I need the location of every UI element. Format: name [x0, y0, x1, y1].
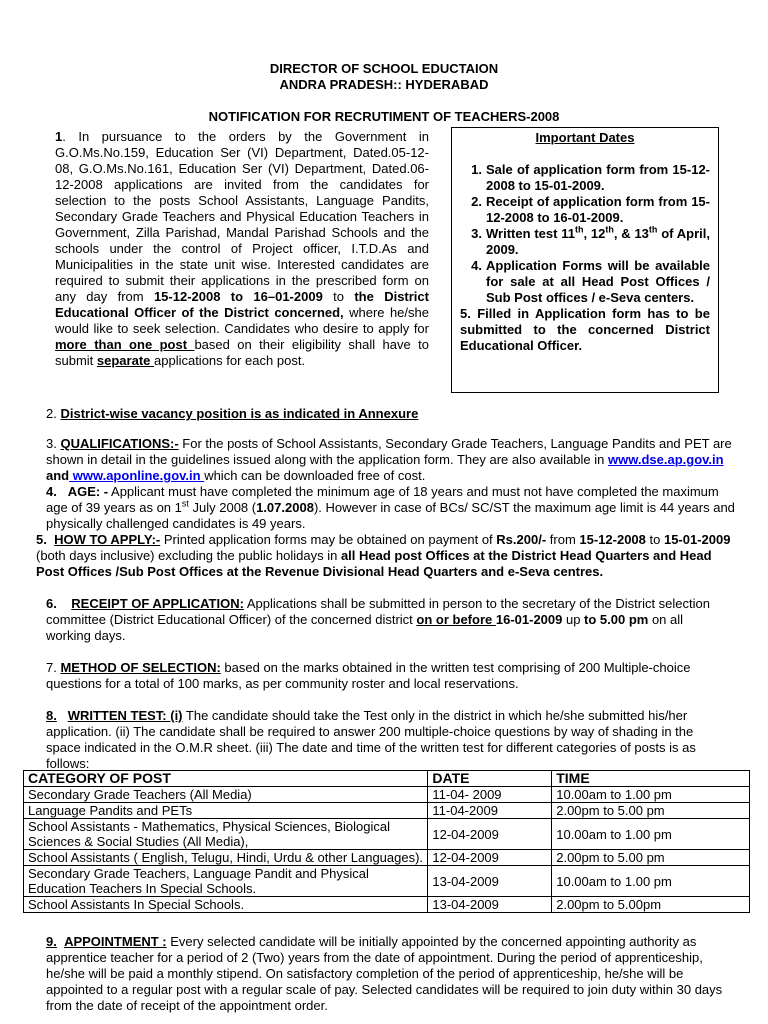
paragraph-5: 5. HOW TO APPLY:- Printed application forms may be obtained on payment of Rs.200/- from 15-12-2008 to 15-01-2009 (both days inclusive) excluding the public holidays in all Head post Offices at the District Head Quarters and Head Post Offices /Sub Post Offices at the Revenue Divisional Head Quarters and e-Seva centres.: [36, 532, 731, 579]
exam-schedule-table: [23, 770, 750, 913]
paragraph-8: 8. WRITTEN TEST: (i) The candidate should take the Test only in the district in which he/she submitted his/her application. (ii) The candidate shall be required to answer 200 multiple-choice questions by way of shading in the space indicated in the O.M.R sheet. (iii) The date and time of the written test for different categories of posts is as follows:: [46, 708, 696, 771]
header-line1: DIRECTOR OF SCHOOL EDUCTAION: [269, 61, 499, 76]
table-row: School Assistants - Mathematics, Physical Sciences, Biological Sciences & Social Studies (All Media), 12-04-2009 10.00am to 1.00 pm: [24, 819, 750, 850]
dse-link[interactable]: www.dse.ap.gov.in: [608, 452, 724, 467]
paragraph-7: 7. METHOD OF SELECTION: based on the marks obtained in the written test comprising of 200 Multiple-choice questions for a total of 100 marks, as per community roster and local reservations.: [46, 660, 691, 691]
important-date-item: 5. Filled in Application form has to be submitted to the concerned District Educational Officer.: [460, 306, 710, 353]
table-row: Language Pandits and PETs 11-04-2009 2.00pm to 5.00 pm: [24, 803, 750, 819]
important-dates-title: Important Dates: [535, 130, 635, 145]
para1-number: 1: [55, 129, 63, 144]
aponline-link[interactable]: www.aponline.gov.in: [69, 468, 205, 483]
header-category: CATEGORY OF POST: [24, 771, 428, 787]
header-date: DATE: [428, 771, 552, 787]
table-row: School Assistants ( English, Telugu, Hindi, Urdu & other Languages). 12-04-2009 2.00pm to 5.00 pm: [24, 850, 750, 866]
paragraph-6: 6. RECEIPT OF APPLICATION: Applications shall be submitted in person to the secretary of the District selection committee (District Educational Officer) of the concerned district on or before 16-01-2009 up to 5.00 pm on all working days.: [46, 596, 710, 643]
header-line2: ANDRA PRADESH:: HYDERABAD: [279, 77, 489, 92]
important-date-item: 2. Receipt of application form from 15-12-2008 to 16-01-2009.: [471, 194, 710, 225]
table-row: Secondary Grade Teachers (All Media) 11-04- 2009 10.00am to 1.00 pm: [24, 787, 750, 803]
important-date-item: 4. Application Forms will be available for sale at all Head Post Offices / Sub Post offices / e-Seva centers.: [471, 258, 710, 305]
table-row: Secondary Grade Teachers, Language Pandit and Physical Education Teachers In Special Schools. 13-04-2009 10.00am to 1.00 pm: [24, 866, 750, 897]
important-dates-list: [460, 162, 710, 354]
table-row: School Assistants In Special Schools. 13-04-2009 2.00pm to 5.00pm: [24, 897, 750, 913]
important-date-item: 1. Sale of application form from 15-12-2008 to 15-01-2009.: [471, 162, 710, 193]
paragraph-1: 1. In pursuance to the orders by the Government in G.O.Ms.No.159, Education Ser (VI) Department, Dated.05-12-08, G.O.Ms.No.161, Education Ser (VI) Department, Dated.06-12-2008 applications are invited from the candidates for selection to the posts School Assistants, Language Pandits, Secondary Grade Teachers and Physical Education Teachers in Government, Zilla Parishad, Mandal Parishad Schools and the schools under the control of Project officer, I.T.D.As and Municipalities in the state unit wise. Interested candidates are required to submit their applications in the prescribed form on any day from 15-12-2008 to 16–01-2009 to the District Educational Officer of the District concerned, where he/she would like to seek selection. Candidates who desire to apply for more than one post based on their eligibility shall have to submit separate applications for each post.: [55, 129, 429, 368]
table-header-row: [24, 771, 750, 787]
paragraph-4: 4. AGE: - Applicant must have completed the minimum age of 18 years and must not have completed the maximum age of 39 years as on 1st July 2008 (1.07.2008). However in case of BCs/ SC/ST the maximum age limit is 44 years and physically challenged candidates is 49 years.: [46, 484, 735, 531]
paragraph-9: 9. APPOINTMENT : Every selected candidate will be initially appointed by the concerned appointing authority as apprentice teacher for a period of 2 (Two) years from the date of appointment. During the period of apprenticeship, he/she will be paid a monthly stipend. On satisfactory completion of the period of apprenticeship, he/she will be appointed to a regular post with a regular scale of pay. Selected candidates will be required to join duty within 30 days from the date of receipt of the appointment order.: [46, 934, 723, 1013]
important-dates-box: [451, 127, 719, 393]
important-date-item: 3. Written test 11th, 12th, & 13th of April, 2009.: [471, 224, 710, 257]
paragraph-3: 3. QUALIFICATIONS:- For the posts of School Assistants, Secondary Grade Teachers, Language Pandits and PET are shown in detail in the guidelines issued along with the application form. They are also available in www.dse.ap.gov.in and www.aponline.gov.in which can be downloaded free of cost.: [46, 436, 732, 483]
notification-title: NOTIFICATION FOR RECRUTIMENT OF TEACHERS-2008: [208, 109, 560, 124]
header-time: TIME: [552, 771, 750, 787]
paragraph-2: 2. District-wise vacancy position is as indicated in Annexure: [46, 406, 419, 421]
